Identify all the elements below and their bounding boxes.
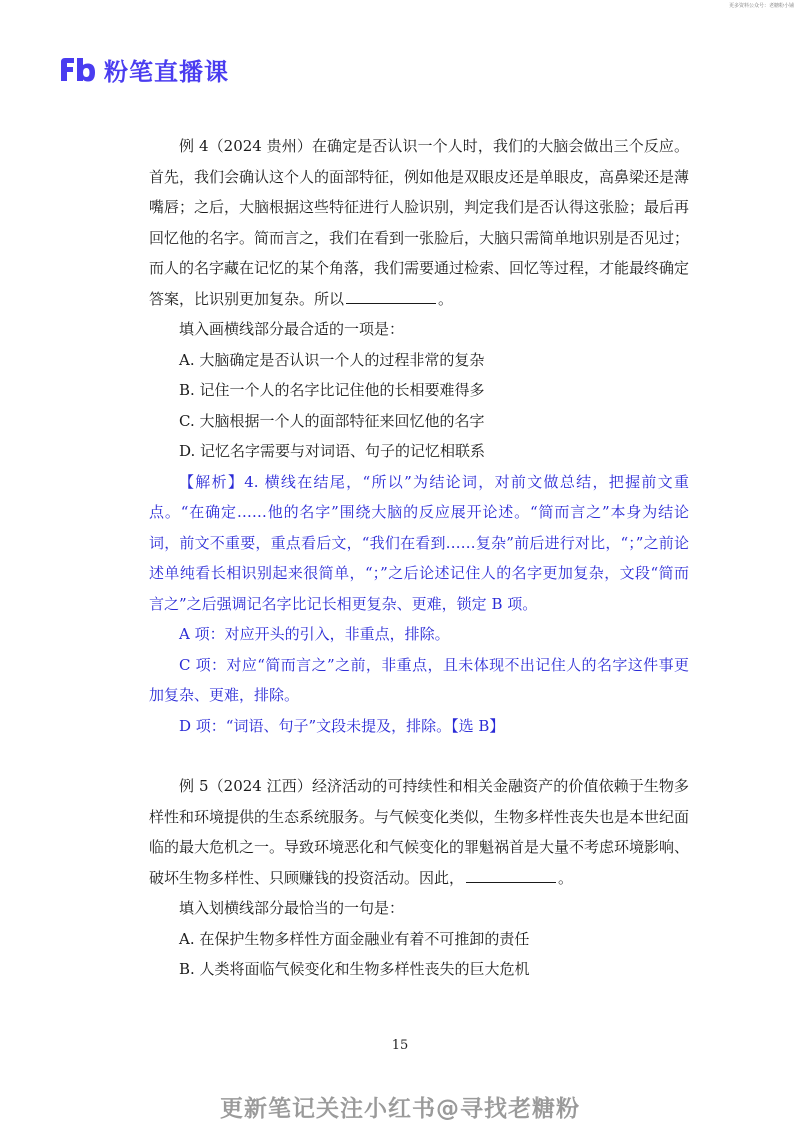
document-body <box>149 131 689 985</box>
page-number: 15 <box>391 1038 409 1053</box>
q5-stem-text: 例 5（2024 江西）经济活动的可持续性和相关金融资产的价值依赖于生物多样性和环境提供的生态系统服务。与气候变化类似，生物多样性丧失也是本世纪面临的最大危机之一。导致环境恶化和气候变化的罪魁祸首是大量不考虑环境影响、破坏生物多样性、只顾赚钱的投资活动。因此， <box>149 777 690 887</box>
q4-option-c: C. 大脑根据一个人的面部特征来回忆他的名字 <box>179 411 485 430</box>
fb-logo-icon <box>58 54 98 84</box>
q5-stem <box>149 771 689 893</box>
footer-banner: 更新笔记关注小红书@寻找老糖粉 <box>220 1096 580 1122</box>
q5-option-a: A. 在保护生物多样性方面金融业有着不可推卸的责任 <box>179 929 530 948</box>
q5-stem-end: 。 <box>558 868 574 887</box>
q5-option-b: B. 人类将面临气候变化和生物多样性丧失的巨大危机 <box>179 960 530 978</box>
q4-analysis-d: D 项：“词语、句子”文段未提及，排除。【选 B】 <box>179 716 505 735</box>
brand-name: 粉笔直播课 <box>104 57 229 86</box>
q4-analysis-c: C 项：对应“简而言之”之前，非重点，且未体现不出记住人的名字这件事更加复杂、更难，排除。 <box>149 655 689 704</box>
brand-header <box>58 52 229 86</box>
q4-answer-blank <box>346 285 436 304</box>
q4-analysis: 【解析】4. 横线在结尾，“所以”为结论词，对前文做总结，把握前文重点。“在确定……他的名字”围绕大脑的反应展开论述。“简而言之”本身为结论词，前文不重要，重点看后文，“我们在看到……复杂”前后进行对比，“；”之前论述单纯看长相识别起来很简单，“；”之后论述记住人的名字更加复杂，文段“简而言之”之后强调记名字比记长相更复杂、更难，锁定 B 项。 <box>149 472 689 613</box>
q4-stem <box>149 131 689 314</box>
q5-answer-blank <box>466 864 556 883</box>
q5-prompt: 填入划横线部分最恰当的一句是： <box>179 899 405 917</box>
q4-option-a: A. 大脑确定是否认识一个人的过程非常的复杂 <box>179 350 485 369</box>
section-gap <box>149 741 689 771</box>
q4-stem-text: 例 4（2024 贵州）在确定是否认识一个人时，我们的大脑会做出三个反应。首先，我们会确认这个人的面部特征，例如他是双眼皮还是单眼皮，高鼻梁还是薄嘴唇；之后，大脑根据这些特征进行人脸识别，判定我们是否认得这张脸；最后再回忆他的名字。简而言之，我们在看到一张脸后，大脑只需简单地识别是否见过；而人的名字藏在记忆的某个角落，我们需要通过检索、回忆等过程，才能最终确定答案，比识别更加复杂。所以 <box>149 137 690 308</box>
q4-prompt: 填入画横线部分最合适的一项是： <box>179 320 405 338</box>
corner-note: 更多资料公众号：老糖粉小铺 <box>728 3 794 9</box>
q4-stem-end: 。 <box>438 289 454 308</box>
q4-option-b: B. 记住一个人的名字比记住他的长相要难得多 <box>179 381 485 399</box>
q4-option-d: D. 记忆名字需要与对词语、句子的记忆相联系 <box>179 442 486 460</box>
q4-analysis-a: A 项：对应开头的引入，非重点，排除。 <box>179 625 450 643</box>
